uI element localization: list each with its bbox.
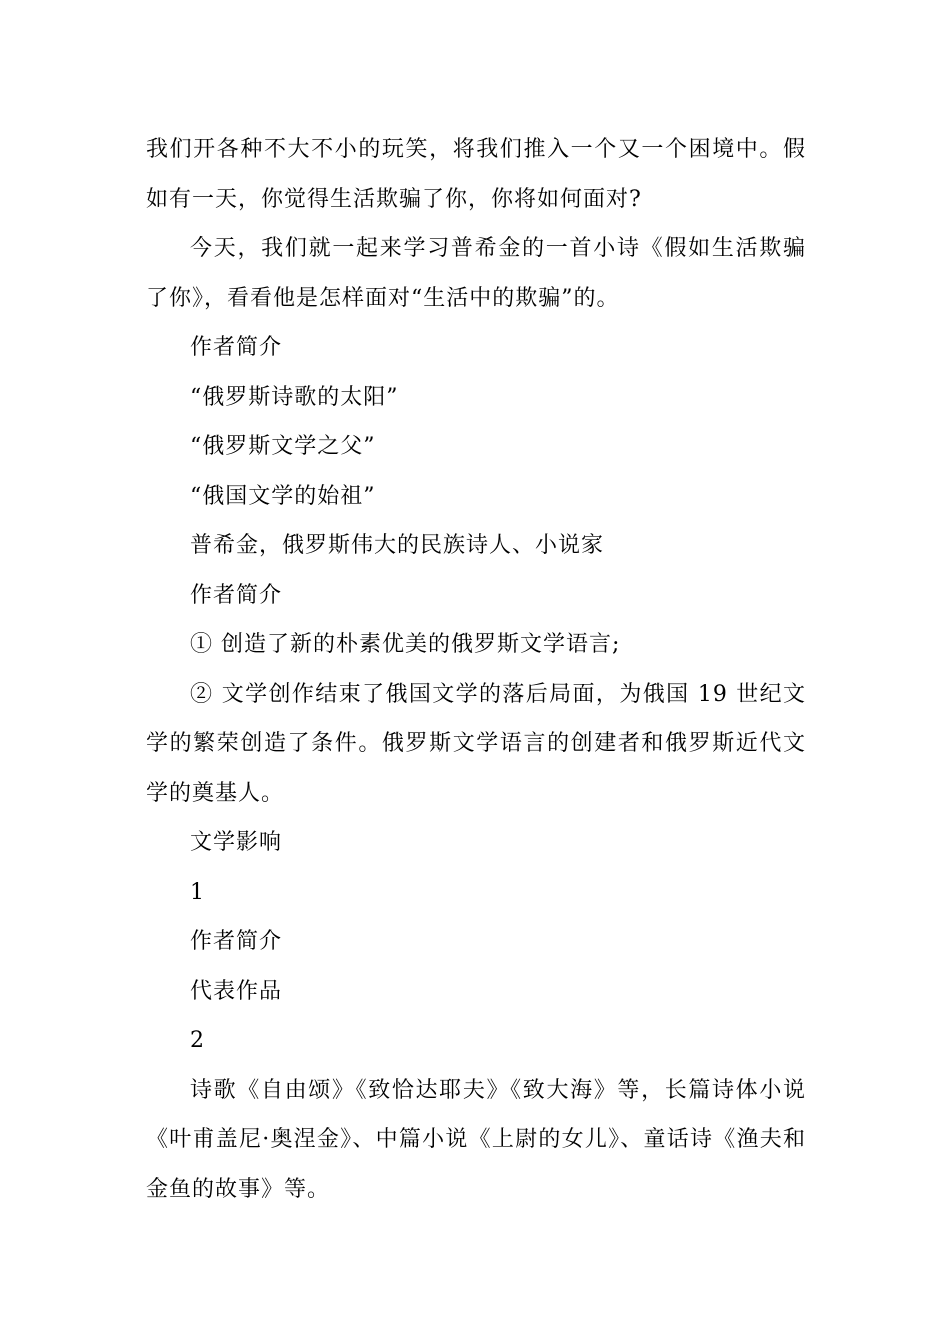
section-number-2: 2: [190, 1028, 205, 1053]
paragraph-pushkin-identity: 普希金，俄罗斯伟大的民族诗人、小说家: [190, 533, 605, 558]
list-item-1: ① 创造了新的朴素优美的俄罗斯文学语言;: [190, 632, 621, 657]
heading-author-intro-2: 作者简介: [190, 582, 283, 608]
heading-author-intro-3: 作者简介: [190, 929, 283, 954]
epithet-father-of-literature: “俄罗斯文学之父”: [190, 434, 376, 459]
heading-author-intro: 作者简介: [190, 335, 283, 360]
paragraph-works-list: 诗歌《自由颂》《致恰达耶夫》《致大海》等，长篇诗体小说《叶甫盖尼·奥涅金》、中篇小说《上尉的女儿》、童话诗《渔夫和金鱼的故事》等。: [146, 1077, 806, 1202]
section-number-1: 1: [190, 879, 205, 905]
heading-representative-works: 代表作品: [190, 978, 283, 1004]
list-item-2: ② 文学创作结束了俄国文学的落后局面，为俄国 19 世纪文学的繁荣创造了条件。俄罗斯文学语言的创建者和俄罗斯近代文学的奠基人。: [146, 681, 806, 806]
epithet-sun-of-poetry: “俄罗斯诗歌的太阳”: [190, 384, 399, 410]
paragraph-today-lesson: 今天，我们就一起来学习普希金的一首小诗《假如生活欺骗了你》，看看他是怎样面对“生活中的欺骗”的。: [146, 236, 806, 311]
heading-literary-influence: 文学影响: [190, 830, 283, 855]
document-page: [146, 125, 806, 1214]
epithet-founder-of-literature: “俄国文学的始祖”: [190, 483, 376, 509]
paragraph-intro-continued: 我们开各种不大不小的玩笑，将我们推入一个又一个困境中。假如有一天，你觉得生活欺骗了你，你将如何面对?: [146, 137, 806, 212]
